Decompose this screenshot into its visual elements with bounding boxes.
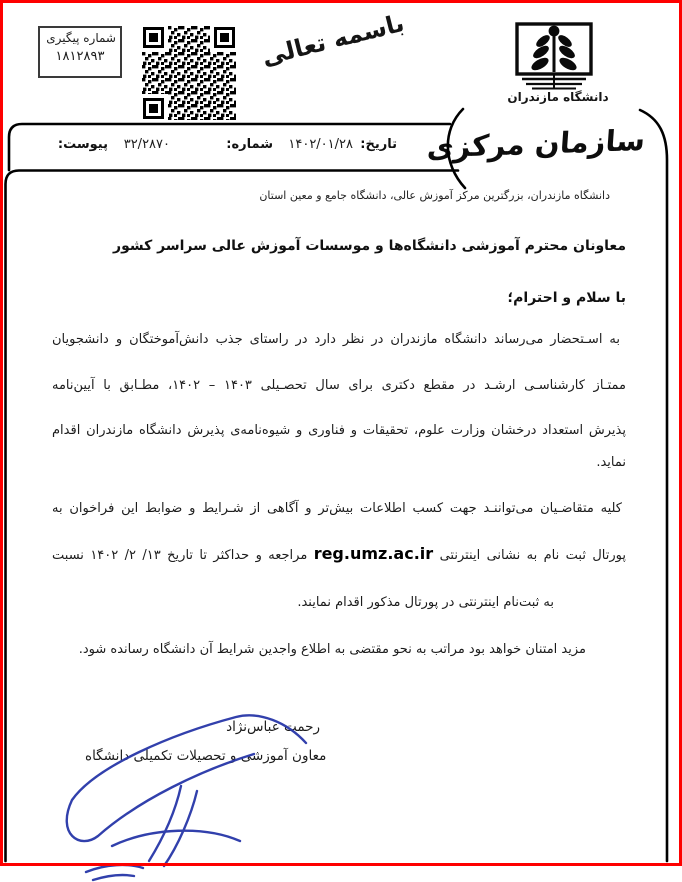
body-p2-line1: کلیه متقاضـیان می‌تواننـد جهت کسب اطلاعات بیش‌تر و آگاهی از شـرایط و ضوابط این فراخوان به <box>52 501 622 516</box>
frame-body-top-line <box>6 171 459 862</box>
recipient-line: معاونان محترم آموزشی دانشگاه‌ها و موسسات آموزش عالی سراسر کشور <box>113 238 626 254</box>
salutation-line: با سلام و احترام؛ <box>507 290 626 306</box>
registration-url: reg.umz.ac.ir <box>313 544 434 563</box>
signature-name: رحمت عباس‌نژاد <box>226 719 320 735</box>
body-p2-line2-pre: پورتال ثبت نام به نشانی اینترنتی <box>439 548 626 563</box>
body-p2-line2-post: مراجعه و حداکثر تا تاریخ ۱۳/ ۲/ ۱۴۰۲ نسبت <box>52 548 308 563</box>
university-slogan: دانشگاه مازندران، بزرگترین مرکز آموزش عالی، دانشگاه جامع و معین استان <box>259 189 610 202</box>
basmala-calligraphy: باسمه تعالی <box>259 8 407 72</box>
body-p1-line4: نماید. <box>596 455 626 470</box>
signature-stroke-below2 <box>93 875 134 880</box>
body-p2-line3: به ثبت‌نام اینترنتی در پورتال مذکور اقدام نمایند. <box>297 595 554 610</box>
frame-bubble-left-arc <box>448 109 465 188</box>
frame-band-top-line <box>9 124 450 170</box>
date-value: ۱۴۰۲/۰۱/۲۸ <box>288 137 353 152</box>
tracking-number: ۱۸۱۲۸۹۳ <box>55 49 105 64</box>
number-label: شماره: <box>226 137 273 152</box>
body-p1-line1: به اسـتحضار می‌رساند دانشگاه مازندران در نظر دارد در راستای جذب دانش‌آموختگان و دانشجویان <box>52 332 620 347</box>
signature-stroke-below1 <box>86 865 143 872</box>
attachment-label: پیوست: <box>57 137 108 152</box>
org-title-calligraphy: سازمان مرکزی <box>425 122 647 165</box>
body-p1-line3: پذیرش استعداد درخشان وزارت علوم، تحقیقات و فناوری و شیوه‌نامه‌ی پذیرش دانشگاه مازندران اقدام <box>52 423 626 438</box>
date-label: تاریخ: <box>360 137 397 152</box>
signature-title: معاون آموزشی و تحصیلات تکمیلی دانشگاه <box>85 748 327 764</box>
frame-right-corner-line <box>640 110 667 861</box>
body-p1-line2: ممتـاز کارشناسـی ارشـد در مقطع دکتری برای سال تحصـیلی ۱۴۰۳ – ۱۴۰۲، مطـابق با آیین‌نامه <box>52 378 626 393</box>
body-p3-line1: مزید امتنان خواهد بود مراتب به نحو مقتضی به اطلاع واجدین شرایط آن دانشگاه رسانده شود. <box>78 642 586 657</box>
number-value: ۳۲/۲۸۷۰ <box>123 137 170 152</box>
signature-stroke-slash2 <box>164 791 197 866</box>
tracking-label: شماره پیگیری <box>46 31 116 45</box>
logo-caption: دانشگاه مازندران <box>507 90 609 104</box>
